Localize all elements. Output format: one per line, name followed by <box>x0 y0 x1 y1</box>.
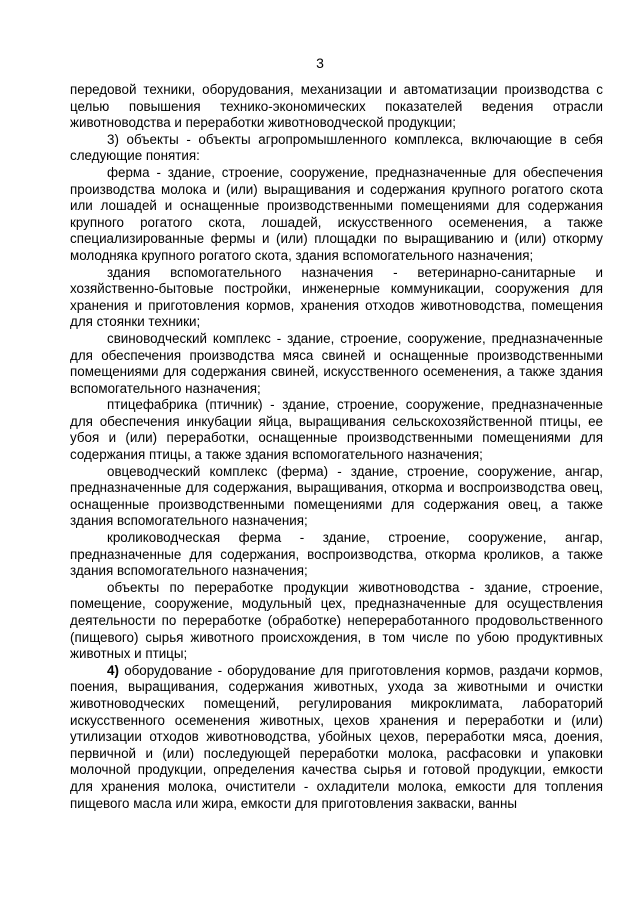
paragraph <box>70 663 603 812</box>
document-body <box>70 82 603 812</box>
paragraph: объекты по переработке продукции животноводства - здание, строение, помещение, сооружение, модульный цех, предназначенные для осуществления деятельности по переработке (обработке) непереработанного продовольственного (пищевого) сырья животного происхождения, в том числе по убою продуктивных животных и птицы; <box>70 579 603 662</box>
paragraph: здания вспомогательного назначения - ветеринарно-санитарные и хозяйственно-бытовые постройки, инженерные коммуникации, сооружения для хранения и приготовления кормов, хранения отходов животноводства, помещения для стоянки техники; <box>70 264 603 330</box>
paragraph: овцеводческий комплекс (ферма) - здание, строение, сооружение, ангар, предназначенные для содержания, выращивания, откорма и воспроизводства овец, оснащенные производственными помещениями для содержания овец, а также здания вспомогательного назначения; <box>70 463 603 529</box>
paragraph: птицефабрика (птичник) - здание, строение, сооружение, предназначенные для обеспечения инкубации яйца, выращивания сельскохозяйственной птицы, ее убоя и (или) переработки, оснащенные производственными помещениями для содержания птицы, а также здания вспомогательного назначения; <box>70 397 603 463</box>
page-number: 3 <box>316 55 324 71</box>
paragraph-text: оборудование - оборудование для приготовления кормов, раздачи кормов, поения, выращивания, содержания животных, ухода за животными и очистки животноводческих помещений, регулирования микроклимата, лабораторий искусственного осеменения животных, цехов хранения и переработки и (или) утилизации отходов животноводства, убойных цехов, переработки мяса, доения, первичной и (или) последующей переработки молока, расфасовки и упаковки молочной продукции, определения качества сырья и готовой продукции, емкости для хранения молока, очистители - охладители молока, емкости для топления пищевого масла или жира, емкости для приготовления закваски, ванны <box>70 662 603 811</box>
paragraph: передовой техники, оборудования, механизации и автоматизации производства с целью повышения технико-экономических показателей ведения отрасли животноводства и переработки животноводческой продукции; <box>70 82 603 131</box>
paragraph: 3) объекты - объекты агропромышленного комплекса, включающие в себя следующие понятия: <box>70 131 603 164</box>
paragraph: кролиководческая ферма - здание, строение, сооружение, ангар, предназначенные для содержания, воспроизводства, откорма кроликов, а также здания вспомогательного назначения; <box>70 530 603 579</box>
paragraph: свиноводческий комплекс - здание, строение, сооружение, предназначенные для обеспечения производства мяса свиней и оснащенные производственными помещениями для содержания свиней, искусственного осеменения, а также здания вспомогательного назначения; <box>70 330 603 396</box>
list-item-number: 4) <box>107 662 119 678</box>
paragraph: ферма - здание, строение, сооружение, предназначенные для обеспечения производства молока и (или) выращивания и содержания крупного рогатого скота или лошадей и оснащенные производственными помещениями для содержания крупного рогатого скота, лошадей, искусственного осеменения, а также специализированные фермы и (или) площадки по выращиванию и (или) откорму молодняка крупного рогатого скота, здания вспомогательного назначения; <box>70 164 603 263</box>
